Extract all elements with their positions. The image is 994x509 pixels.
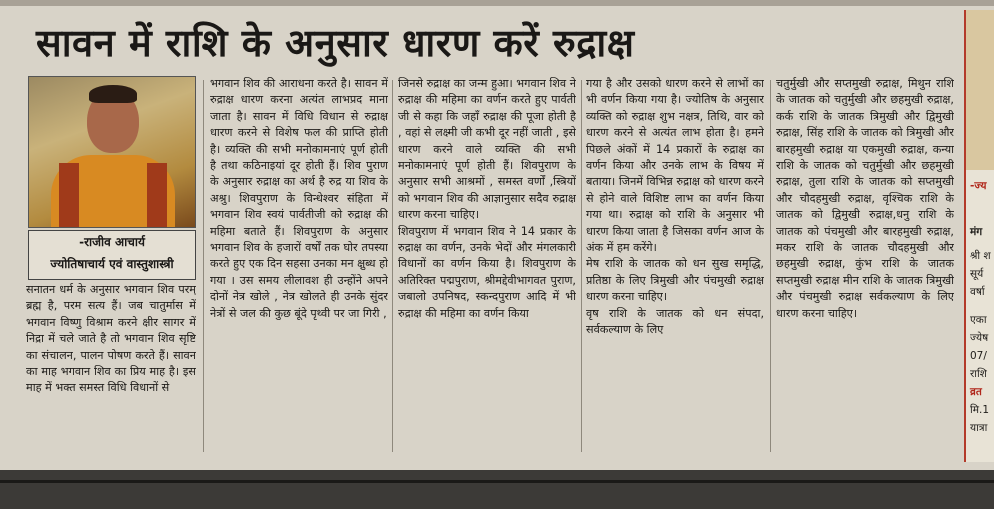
top-strip [0,0,994,6]
strip-text: 07/ [970,350,987,362]
author-name: -राजीव आचार्य [79,235,145,249]
strip-text: वर्षा [970,286,985,298]
column-divider [392,80,393,452]
column-5-text: चतुर्मुखी और सप्तमुखी रुद्राक्ष, मिथुन राशि के जातक को चतुर्मुखी और छहमुखी रुद्राक्ष, कर्क राशि के जातक त्रिमुखी और द्विमुखी रुद्राक्ष, सिंह राशि के जातक को त्रिमुखी और बारहमुखी रुद्राक्ष या एकमुखी रुद्राक्ष, कन्या राशि के जातक को चतुर्मुखी और छहमुखी रुद्राक्ष, तुला राशि के जातक को सप्तमुखी और चौदहमुखी रुद्राक्ष, वृश्चिक राशि के जातक को द्विमुखी रुद्राक्ष,धनु राशि के जातक को पंचमुखी और बारहमुखी रुद्राक्ष, मकर राशि के जातक चौदहमुखी और छहमुखी रुद्राक्ष, कुंभ राशि के जातक सप्तमुखी रुद्राक्ष मीन राशि के जातक त्रिमुखी और पंचमुखी रुद्राक्ष सर्वकल्याण के लिए धारण करना चाहिए। [776,77,954,320]
column-divider [203,80,204,452]
strip-text: श्री श [970,250,991,262]
photo-shawl-left [59,163,79,227]
adjacent-image-block [966,10,994,170]
article-column-1 [26,282,196,462]
strip-text: व्रत [970,386,982,398]
strip-text: -ज्य [970,180,987,192]
author-photo [28,76,196,228]
column-divider [770,80,771,452]
article-column-2 [210,76,388,466]
bottom-rule [0,480,994,483]
article-column-5 [776,76,954,466]
strip-text: एका [970,314,987,326]
adjacent-article-strip [964,10,994,462]
article-column-3 [398,76,576,466]
strip-text: मंग [970,226,983,238]
column-4-para-2: मेष राशि के जातक को धन सुख समृद्धि, प्रतिष्ठा के लिए त्रिमुखी और पंचमुखी रुद्राक्ष धारण करना चाहिए। [586,257,764,304]
strip-text: ज्येष [970,332,989,344]
column-2-text: भगवान शिव की आराधना करते है। सावन में रुद्राक्ष धारण करना अत्यंत लाभप्रद माना जाता है। सावन में विधि विधान से रुद्राक्ष धारण करने से विशेष फल की प्राप्ति होती है। व्यक्ति की सभी मनोकामनाएं पूर्ण होती है तथा कठिनाइयां दूर होती हैं। शिव पुराण के अनुसार रुद्राक्ष का अर्थ है रुद्र या शिव के अश्रु। शिवपुराण के विन्धेश्वर संहिता में भगवान शिव स्वयं पार्वतीजी को रुद्राक्ष की महिमा बताते हैं। शिवपुराण के अनुसार भगवान शिव के हजारों वर्षों तक घोर तपस्या करते हुए एक दिन सहसा उनका मन क्षुब्ध हो गया । उस समय लीलावश ही उन्होंने अपने दोनों नेत्र खोले , नेत्र खोलते ही उनके सुंदर नेत्रों से जल की कुछ बूंदे पृथ्वी पर जा गिरी , [210,77,388,320]
author-title: ज्योतिषाचार्य एवं वास्तुशास्त्री [50,257,174,271]
strip-text: सूर्य [970,268,984,280]
strip-text: यात्रा [970,422,988,434]
column-1-text: सनातन धर्म के अनुसार भगवान शिव परम् ब्रह्म है, परम सत्य हैं। जब चातुर्मास में भगवान विष्णु विश्राम करने क्षीर सागर में निद्रा में चले जाते है तो भगवान शिव सृष्टि का संचालन, पालन पोषण करते हैं। सावन का माह भगवान शिव का प्रिय माह है। इस माह में भक्त समस्त विधि विधानों से [26,283,196,395]
column-3-para-1: जिनसे रुद्राक्ष का जन्म हुआ। भगवान शिव ने रुद्राक्ष की महिमा का वर्णन करते हुए पार्वती जी से कहा कि जहाँ रुद्राक्ष की पूजा होती है , वहां से लक्ष्मी जी कभी दूर नहीं जाती , इसे धारण करने वाले व्यक्ति की सभी मनोकामनाएं पूर्ण होती हैं। शिवपुराण के अनुसार सभी आश्रमों , समस्त वर्णों ,स्त्रियों को भगवान शिव की आज्ञानुसार सदैव रुद्राक्ष धारण करना चाहिए। [398,77,576,222]
strip-text: राशि [970,368,987,380]
article-column-4 [586,76,764,466]
column-divider [581,80,582,452]
strip-text: मि.1 [970,404,990,416]
photo-shawl-right [147,163,167,227]
photo-hair-shape [89,85,137,103]
article-headline: सावन में राशि के अनुसार धारण करें रुद्राक्ष [36,21,635,65]
column-4-para-1: गया है और उसको धारण करने से लाभों का भी वर्णन किया गया है। ज्योतिष के अनुसार व्यक्ति को रुद्राक्ष शुभ नक्षत्र, तिथि, वार को धारण करने से अत्यंत लाभ होता है। हमने पिछले अंकों में 14 प्रकारों के रुद्राक्ष का वर्णन किया और उनके लाभ के विषय में बताया। जिनमें विभिन्न रुद्राक्ष को धारण करने से होने वाले विशिष्ट लाभ का वर्णन किया गया था। रुद्राक्ष को राशि के अनुसार भी धारण किया जाता है जिसका वर्णन आज के अंक में हम करेंगे। [586,77,764,255]
column-4-para-3: वृष राशि के जातक को धन संपदा, सर्वकल्याण के लिए [586,306,764,337]
author-caption [28,230,196,280]
column-3-para-2: शिवपुराण में भगवान शिव ने 14 प्रकार के रुद्राक्ष का वर्णन, उनके भेदों और मंगलकारी विधानों का वर्णन किया है। शिवपुराण के अतिरिक्त पद्मपुराण, श्रीमद्देवीभागवत पुराण, जबालो उपनिषद, स्कन्दपुराण आदि में भी रुद्राक्ष की महिमा का वर्णन किया [398,224,576,320]
bottom-bar [0,470,994,509]
